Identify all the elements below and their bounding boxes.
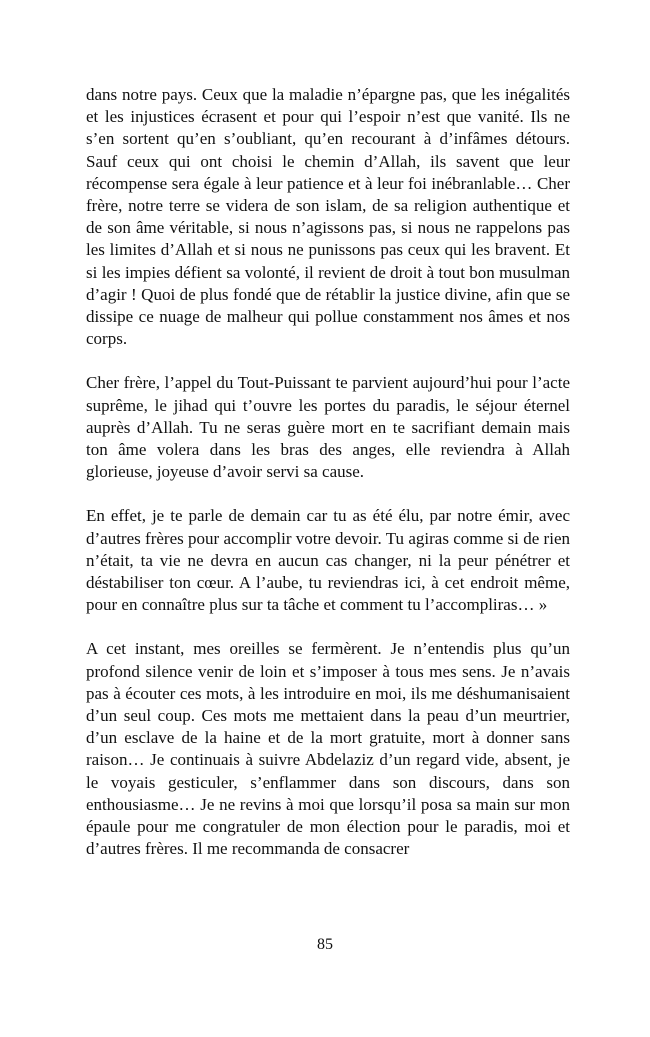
page-number: 85 bbox=[317, 936, 333, 953]
paragraph-2: Cher frère, l’appel du Tout-Puissant te parvient aujourd’hui pour l’acte suprême, le jihad qui t’ouvre les portes du paradis, le séjour éternel auprès d’Allah. Tu ne seras guère mort en te sacrifiant demain mais ton âme volera dans les bras des anges, elle reviendra à Allah glorieuse, joyeuse d’avoir servi sa cause. bbox=[86, 373, 570, 482]
paragraph-1: dans notre pays. Ceux que la maladie n’épargne pas, que les inégalités et les injustices écrasent et pour qui l’espoir n’est que vanité. Ils ne s’en sortent qu’en s’oubliant, qu’en recourant à d’infâmes détours. Sauf ceux qui ont choisi le chemin d’Allah, ils savent que leur récompense sera égale à leur patience et à leur foi inébranlable… Cher frère, notre terre se videra de son islam, de sa religion authentique et de son âme véritable, si nous n’agissons pas, si nous ne rappelons pas les limites d’Allah et si nous ne punissons pas ceux qui les bravent. Et si les impies défient sa volonté, il revient de droit à tout bon musulman d’agir ! Quoi de plus fondé que de rétablir la justice divine, afin que se dissipe ce nuage de malheur qui pollue constamment nos âmes et nos corps. bbox=[86, 85, 570, 349]
paragraph-4: A cet instant, mes oreilles se fermèrent. Je n’entendis plus qu’un profond silence venir de loin et s’imposer à tous mes sens. Je n’avais pas à écouter ces mots, à les introduire en moi, ils me déshumanisaient d’un seul coup. Ces mots me mettaient dans la peau d’un meurtrier, d’un esclave de la haine et de la mort gratuite, mort à donner sans raison… Je continuais à suivre Abdelaziz d’un regard vide, absent, je le voyais gesticuler, s’enflammer dans son discours, dans son enthousiasme… Je ne revins à moi que lorsqu’il posa sa main sur mon épaule pour me congratuler de mon élection pour le paradis, moi et d’autres frères. Il me recommanda de consacrer bbox=[86, 639, 570, 859]
paragraph-3: En effet, je te parle de demain car tu as été élu, par notre émir, avec d’autres frères pour accomplir votre devoir. Tu agiras comme si de rien n’était, ta vie ne devra en aucun cas changer, ni la peur pénétrer et déstabiliser ton cœur. A l’aube, tu reviendras ici, à cet endroit même, pour en connaître plus sur ta tâche et comment tu l’accompliras… » bbox=[86, 506, 570, 615]
body-text bbox=[86, 84, 570, 861]
